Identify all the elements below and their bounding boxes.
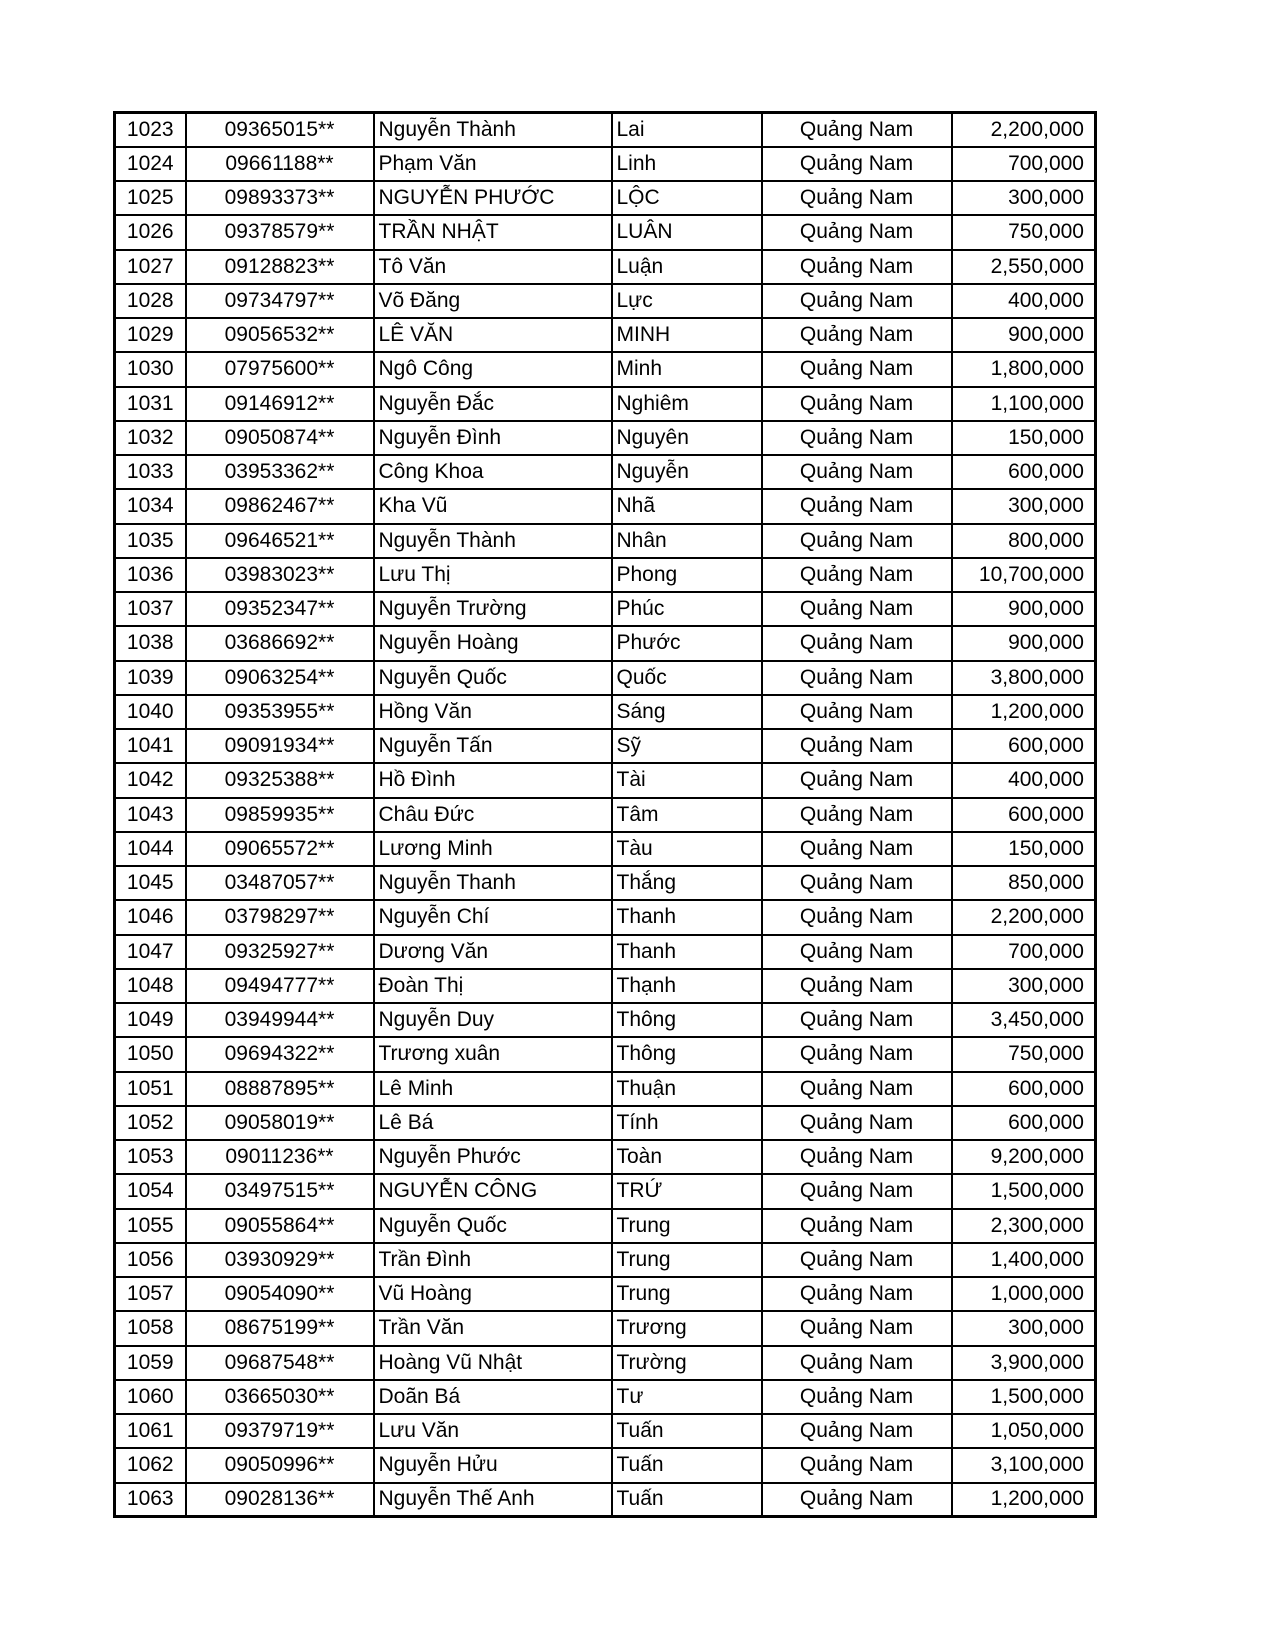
row-number-cell: 1047 bbox=[115, 935, 186, 969]
phone-cell: 09859935** bbox=[186, 798, 374, 832]
phone-cell: 09494777** bbox=[186, 969, 374, 1003]
province-cell: Quảng Nam bbox=[762, 1483, 952, 1517]
row-number-cell: 1053 bbox=[115, 1140, 186, 1174]
province-cell: Quảng Nam bbox=[762, 1448, 952, 1482]
phone-cell: 03686692** bbox=[186, 626, 374, 660]
table-row bbox=[115, 1140, 1096, 1174]
province-cell: Quảng Nam bbox=[762, 455, 952, 489]
province-cell: Quảng Nam bbox=[762, 1003, 952, 1037]
given-name-cell: Thanh bbox=[612, 900, 762, 934]
amount-cell: 1,050,000 bbox=[952, 1414, 1096, 1448]
amount-cell: 600,000 bbox=[952, 1106, 1096, 1140]
row-number-cell: 1057 bbox=[115, 1277, 186, 1311]
table-row bbox=[115, 1448, 1096, 1482]
province-cell: Quảng Nam bbox=[762, 969, 952, 1003]
family-name-cell: LÊ VĂN bbox=[374, 318, 612, 352]
amount-cell: 300,000 bbox=[952, 489, 1096, 523]
given-name-cell: Lai bbox=[612, 113, 762, 147]
table-row bbox=[115, 1277, 1096, 1311]
phone-cell: 09661188** bbox=[186, 147, 374, 181]
row-number-cell: 1038 bbox=[115, 626, 186, 660]
row-number-cell: 1046 bbox=[115, 900, 186, 934]
phone-cell: 09352347** bbox=[186, 592, 374, 626]
row-number-cell: 1031 bbox=[115, 387, 186, 421]
family-name-cell: Nguyễn Quốc bbox=[374, 661, 612, 695]
table-row bbox=[115, 1106, 1096, 1140]
province-cell: Quảng Nam bbox=[762, 387, 952, 421]
given-name-cell: Tuấn bbox=[612, 1414, 762, 1448]
table-row bbox=[115, 524, 1096, 558]
given-name-cell: Lực bbox=[612, 284, 762, 318]
table-row bbox=[115, 1003, 1096, 1037]
table-row bbox=[115, 113, 1096, 147]
given-name-cell: Tuấn bbox=[612, 1483, 762, 1517]
given-name-cell: LUÂN bbox=[612, 215, 762, 249]
province-cell: Quảng Nam bbox=[762, 181, 952, 215]
row-number-cell: 1055 bbox=[115, 1209, 186, 1243]
given-name-cell: Thông bbox=[612, 1003, 762, 1037]
row-number-cell: 1044 bbox=[115, 832, 186, 866]
given-name-cell: Tâm bbox=[612, 798, 762, 832]
family-name-cell: Vũ Hoàng bbox=[374, 1277, 612, 1311]
row-number-cell: 1040 bbox=[115, 695, 186, 729]
family-name-cell: Kha Vũ bbox=[374, 489, 612, 523]
row-number-cell: 1030 bbox=[115, 352, 186, 386]
province-cell: Quảng Nam bbox=[762, 352, 952, 386]
phone-cell: 09378579** bbox=[186, 215, 374, 249]
table-row bbox=[115, 1311, 1096, 1345]
given-name-cell: Trung bbox=[612, 1209, 762, 1243]
row-number-cell: 1027 bbox=[115, 250, 186, 284]
given-name-cell: Sáng bbox=[612, 695, 762, 729]
row-number-cell: 1026 bbox=[115, 215, 186, 249]
amount-cell: 1,100,000 bbox=[952, 387, 1096, 421]
phone-cell: 09146912** bbox=[186, 387, 374, 421]
given-name-cell: Nhã bbox=[612, 489, 762, 523]
table-row bbox=[115, 250, 1096, 284]
table-row bbox=[115, 1072, 1096, 1106]
family-name-cell: Hoàng Vũ Nhật bbox=[374, 1346, 612, 1380]
table-row bbox=[115, 455, 1096, 489]
amount-cell: 150,000 bbox=[952, 421, 1096, 455]
phone-cell: 03983023** bbox=[186, 558, 374, 592]
amount-cell: 300,000 bbox=[952, 969, 1096, 1003]
given-name-cell: Trường bbox=[612, 1346, 762, 1380]
family-name-cell: Tô Văn bbox=[374, 250, 612, 284]
province-cell: Quảng Nam bbox=[762, 1277, 952, 1311]
amount-cell: 1,500,000 bbox=[952, 1174, 1096, 1208]
amount-cell: 2,550,000 bbox=[952, 250, 1096, 284]
table-row bbox=[115, 866, 1096, 900]
province-cell: Quảng Nam bbox=[762, 421, 952, 455]
given-name-cell: Tài bbox=[612, 763, 762, 797]
province-cell: Quảng Nam bbox=[762, 832, 952, 866]
family-name-cell: Nguyễn Thế Anh bbox=[374, 1483, 612, 1517]
family-name-cell: Phạm Văn bbox=[374, 147, 612, 181]
given-name-cell: MINH bbox=[612, 318, 762, 352]
table-row bbox=[115, 1414, 1096, 1448]
amount-cell: 1,500,000 bbox=[952, 1380, 1096, 1414]
given-name-cell: Minh bbox=[612, 352, 762, 386]
row-number-cell: 1028 bbox=[115, 284, 186, 318]
given-name-cell: Trung bbox=[612, 1243, 762, 1277]
row-number-cell: 1054 bbox=[115, 1174, 186, 1208]
given-name-cell: Thắng bbox=[612, 866, 762, 900]
row-number-cell: 1029 bbox=[115, 318, 186, 352]
province-cell: Quảng Nam bbox=[762, 284, 952, 318]
family-name-cell: Nguyễn Duy bbox=[374, 1003, 612, 1037]
phone-cell: 09011236** bbox=[186, 1140, 374, 1174]
phone-cell: 09646521** bbox=[186, 524, 374, 558]
family-name-cell: Nguyễn Đình bbox=[374, 421, 612, 455]
row-number-cell: 1023 bbox=[115, 113, 186, 147]
table-row bbox=[115, 1209, 1096, 1243]
given-name-cell: Thanh bbox=[612, 935, 762, 969]
row-number-cell: 1049 bbox=[115, 1003, 186, 1037]
family-name-cell: Nguyễn Quốc bbox=[374, 1209, 612, 1243]
family-name-cell: Nguyễn Thành bbox=[374, 113, 612, 147]
phone-cell: 09058019** bbox=[186, 1106, 374, 1140]
row-number-cell: 1036 bbox=[115, 558, 186, 592]
family-name-cell: Nguyễn Hoàng bbox=[374, 626, 612, 660]
province-cell: Quảng Nam bbox=[762, 215, 952, 249]
given-name-cell: Nhân bbox=[612, 524, 762, 558]
row-number-cell: 1032 bbox=[115, 421, 186, 455]
province-cell: Quảng Nam bbox=[762, 1311, 952, 1345]
province-cell: Quảng Nam bbox=[762, 866, 952, 900]
province-cell: Quảng Nam bbox=[762, 695, 952, 729]
phone-cell: 09056532** bbox=[186, 318, 374, 352]
row-number-cell: 1061 bbox=[115, 1414, 186, 1448]
phone-cell: 03949944** bbox=[186, 1003, 374, 1037]
family-name-cell: Nguyễn Thành bbox=[374, 524, 612, 558]
family-name-cell: NGUYỄN CÔNG bbox=[374, 1174, 612, 1208]
given-name-cell: Nghiêm bbox=[612, 387, 762, 421]
province-cell: Quảng Nam bbox=[762, 524, 952, 558]
province-cell: Quảng Nam bbox=[762, 147, 952, 181]
province-cell: Quảng Nam bbox=[762, 626, 952, 660]
family-name-cell: Nguyễn Thanh bbox=[374, 866, 612, 900]
row-number-cell: 1063 bbox=[115, 1483, 186, 1517]
province-cell: Quảng Nam bbox=[762, 661, 952, 695]
province-cell: Quảng Nam bbox=[762, 1243, 952, 1277]
province-cell: Quảng Nam bbox=[762, 1037, 952, 1071]
family-name-cell: Hồng Văn bbox=[374, 695, 612, 729]
family-name-cell: Nguyễn Trường bbox=[374, 592, 612, 626]
table-row bbox=[115, 935, 1096, 969]
table-row bbox=[115, 763, 1096, 797]
phone-cell: 09128823** bbox=[186, 250, 374, 284]
province-cell: Quảng Nam bbox=[762, 558, 952, 592]
table-row bbox=[115, 1380, 1096, 1414]
amount-cell: 700,000 bbox=[952, 147, 1096, 181]
given-name-cell: Nguyễn bbox=[612, 455, 762, 489]
family-name-cell: Hồ Đình bbox=[374, 763, 612, 797]
amount-cell: 3,900,000 bbox=[952, 1346, 1096, 1380]
table-row bbox=[115, 900, 1096, 934]
phone-cell: 09065572** bbox=[186, 832, 374, 866]
phone-cell: 09091934** bbox=[186, 729, 374, 763]
row-number-cell: 1025 bbox=[115, 181, 186, 215]
amount-cell: 2,200,000 bbox=[952, 900, 1096, 934]
row-number-cell: 1050 bbox=[115, 1037, 186, 1071]
row-number-cell: 1035 bbox=[115, 524, 186, 558]
amount-cell: 3,100,000 bbox=[952, 1448, 1096, 1482]
table-row bbox=[115, 1243, 1096, 1277]
province-cell: Quảng Nam bbox=[762, 900, 952, 934]
amount-cell: 1,400,000 bbox=[952, 1243, 1096, 1277]
phone-cell: 08675199** bbox=[186, 1311, 374, 1345]
table-row bbox=[115, 147, 1096, 181]
row-number-cell: 1062 bbox=[115, 1448, 186, 1482]
row-number-cell: 1048 bbox=[115, 969, 186, 1003]
given-name-cell: Tính bbox=[612, 1106, 762, 1140]
family-name-cell: Lưu Văn bbox=[374, 1414, 612, 1448]
amount-cell: 1,200,000 bbox=[952, 695, 1096, 729]
amount-cell: 300,000 bbox=[952, 1311, 1096, 1345]
table-row bbox=[115, 421, 1096, 455]
province-cell: Quảng Nam bbox=[762, 250, 952, 284]
table-body bbox=[115, 113, 1096, 1517]
province-cell: Quảng Nam bbox=[762, 1209, 952, 1243]
amount-cell: 750,000 bbox=[952, 215, 1096, 249]
given-name-cell: Trung bbox=[612, 1277, 762, 1311]
amount-cell: 400,000 bbox=[952, 763, 1096, 797]
phone-cell: 09379719** bbox=[186, 1414, 374, 1448]
family-name-cell: Trần Đình bbox=[374, 1243, 612, 1277]
amount-cell: 900,000 bbox=[952, 592, 1096, 626]
phone-cell: 09054090** bbox=[186, 1277, 374, 1311]
family-name-cell: Trương xuân bbox=[374, 1037, 612, 1071]
province-cell: Quảng Nam bbox=[762, 729, 952, 763]
phone-cell: 09325388** bbox=[186, 763, 374, 797]
given-name-cell: Trương bbox=[612, 1311, 762, 1345]
province-cell: Quảng Nam bbox=[762, 592, 952, 626]
table-row bbox=[115, 352, 1096, 386]
province-cell: Quảng Nam bbox=[762, 798, 952, 832]
row-number-cell: 1052 bbox=[115, 1106, 186, 1140]
phone-cell: 09893373** bbox=[186, 181, 374, 215]
table-row bbox=[115, 695, 1096, 729]
family-name-cell: Nguyễn Phước bbox=[374, 1140, 612, 1174]
family-name-cell: Lê Minh bbox=[374, 1072, 612, 1106]
phone-cell: 09325927** bbox=[186, 935, 374, 969]
row-number-cell: 1056 bbox=[115, 1243, 186, 1277]
amount-cell: 600,000 bbox=[952, 455, 1096, 489]
donation-table bbox=[113, 111, 1097, 1518]
amount-cell: 150,000 bbox=[952, 832, 1096, 866]
province-cell: Quảng Nam bbox=[762, 1072, 952, 1106]
row-number-cell: 1039 bbox=[115, 661, 186, 695]
amount-cell: 800,000 bbox=[952, 524, 1096, 558]
family-name-cell: Lê Bá bbox=[374, 1106, 612, 1140]
given-name-cell: TRỨ bbox=[612, 1174, 762, 1208]
amount-cell: 10,700,000 bbox=[952, 558, 1096, 592]
phone-cell: 03665030** bbox=[186, 1380, 374, 1414]
table-row bbox=[115, 489, 1096, 523]
table-row bbox=[115, 318, 1096, 352]
family-name-cell: Lưu Thị bbox=[374, 558, 612, 592]
family-name-cell: Dương Văn bbox=[374, 935, 612, 969]
amount-cell: 850,000 bbox=[952, 866, 1096, 900]
amount-cell: 2,200,000 bbox=[952, 113, 1096, 147]
given-name-cell: LỘC bbox=[612, 181, 762, 215]
row-number-cell: 1037 bbox=[115, 592, 186, 626]
table-row bbox=[115, 1483, 1096, 1517]
amount-cell: 2,300,000 bbox=[952, 1209, 1096, 1243]
table-row bbox=[115, 387, 1096, 421]
amount-cell: 900,000 bbox=[952, 626, 1096, 660]
amount-cell: 9,200,000 bbox=[952, 1140, 1096, 1174]
given-name-cell: Phong bbox=[612, 558, 762, 592]
amount-cell: 600,000 bbox=[952, 729, 1096, 763]
row-number-cell: 1024 bbox=[115, 147, 186, 181]
family-name-cell: Đoàn Thị bbox=[374, 969, 612, 1003]
amount-cell: 750,000 bbox=[952, 1037, 1096, 1071]
given-name-cell: Tư bbox=[612, 1380, 762, 1414]
province-cell: Quảng Nam bbox=[762, 1106, 952, 1140]
province-cell: Quảng Nam bbox=[762, 1346, 952, 1380]
phone-cell: 09694322** bbox=[186, 1037, 374, 1071]
phone-cell: 09050996** bbox=[186, 1448, 374, 1482]
family-name-cell: Nguyễn Hửu bbox=[374, 1448, 612, 1482]
province-cell: Quảng Nam bbox=[762, 1174, 952, 1208]
phone-cell: 09050874** bbox=[186, 421, 374, 455]
row-number-cell: 1033 bbox=[115, 455, 186, 489]
phone-cell: 09063254** bbox=[186, 661, 374, 695]
phone-cell: 08887895** bbox=[186, 1072, 374, 1106]
family-name-cell: Trần Văn bbox=[374, 1311, 612, 1345]
family-name-cell: Doãn Bá bbox=[374, 1380, 612, 1414]
row-number-cell: 1059 bbox=[115, 1346, 186, 1380]
family-name-cell: Nguyễn Đắc bbox=[374, 387, 612, 421]
family-name-cell: Châu Đức bbox=[374, 798, 612, 832]
phone-cell: 09028136** bbox=[186, 1483, 374, 1517]
family-name-cell: Lương Minh bbox=[374, 832, 612, 866]
given-name-cell: Thuận bbox=[612, 1072, 762, 1106]
row-number-cell: 1042 bbox=[115, 763, 186, 797]
province-cell: Quảng Nam bbox=[762, 763, 952, 797]
table-row bbox=[115, 626, 1096, 660]
amount-cell: 300,000 bbox=[952, 181, 1096, 215]
phone-cell: 09055864** bbox=[186, 1209, 374, 1243]
amount-cell: 3,450,000 bbox=[952, 1003, 1096, 1037]
phone-cell: 09353955** bbox=[186, 695, 374, 729]
given-name-cell: Thạnh bbox=[612, 969, 762, 1003]
table-row bbox=[115, 1174, 1096, 1208]
table-row bbox=[115, 558, 1096, 592]
table-row bbox=[115, 832, 1096, 866]
table-row bbox=[115, 1037, 1096, 1071]
given-name-cell: Phước bbox=[612, 626, 762, 660]
amount-cell: 1,800,000 bbox=[952, 352, 1096, 386]
family-name-cell: Nguyễn Tấn bbox=[374, 729, 612, 763]
given-name-cell: Sỹ bbox=[612, 729, 762, 763]
given-name-cell: Thông bbox=[612, 1037, 762, 1071]
phone-cell: 03798297** bbox=[186, 900, 374, 934]
row-number-cell: 1058 bbox=[115, 1311, 186, 1345]
table-row bbox=[115, 181, 1096, 215]
family-name-cell: NGUYỄN PHƯỚC bbox=[374, 181, 612, 215]
amount-cell: 600,000 bbox=[952, 1072, 1096, 1106]
phone-cell: 09687548** bbox=[186, 1346, 374, 1380]
table-row bbox=[115, 284, 1096, 318]
row-number-cell: 1043 bbox=[115, 798, 186, 832]
phone-cell: 09365015** bbox=[186, 113, 374, 147]
row-number-cell: 1041 bbox=[115, 729, 186, 763]
province-cell: Quảng Nam bbox=[762, 1414, 952, 1448]
phone-cell: 03497515** bbox=[186, 1174, 374, 1208]
table-row bbox=[115, 969, 1096, 1003]
row-number-cell: 1034 bbox=[115, 489, 186, 523]
family-name-cell: Võ Đăng bbox=[374, 284, 612, 318]
phone-cell: 07975600** bbox=[186, 352, 374, 386]
row-number-cell: 1051 bbox=[115, 1072, 186, 1106]
province-cell: Quảng Nam bbox=[762, 935, 952, 969]
province-cell: Quảng Nam bbox=[762, 489, 952, 523]
table-row bbox=[115, 729, 1096, 763]
phone-cell: 03487057** bbox=[186, 866, 374, 900]
phone-cell: 09862467** bbox=[186, 489, 374, 523]
family-name-cell: TRẦN NHẬT bbox=[374, 215, 612, 249]
table-row bbox=[115, 661, 1096, 695]
phone-cell: 03953362** bbox=[186, 455, 374, 489]
given-name-cell: Toàn bbox=[612, 1140, 762, 1174]
amount-cell: 700,000 bbox=[952, 935, 1096, 969]
table-row bbox=[115, 798, 1096, 832]
given-name-cell: Phúc bbox=[612, 592, 762, 626]
family-name-cell: Công Khoa bbox=[374, 455, 612, 489]
amount-cell: 1,200,000 bbox=[952, 1483, 1096, 1517]
table-row bbox=[115, 215, 1096, 249]
table-row bbox=[115, 592, 1096, 626]
province-cell: Quảng Nam bbox=[762, 113, 952, 147]
phone-cell: 03930929** bbox=[186, 1243, 374, 1277]
phone-cell: 09734797** bbox=[186, 284, 374, 318]
row-number-cell: 1045 bbox=[115, 866, 186, 900]
amount-cell: 900,000 bbox=[952, 318, 1096, 352]
given-name-cell: Tuấn bbox=[612, 1448, 762, 1482]
family-name-cell: Ngô Công bbox=[374, 352, 612, 386]
given-name-cell: Quốc bbox=[612, 661, 762, 695]
province-cell: Quảng Nam bbox=[762, 1140, 952, 1174]
row-number-cell: 1060 bbox=[115, 1380, 186, 1414]
amount-cell: 400,000 bbox=[952, 284, 1096, 318]
given-name-cell: Luận bbox=[612, 250, 762, 284]
given-name-cell: Nguyên bbox=[612, 421, 762, 455]
family-name-cell: Nguyễn Chí bbox=[374, 900, 612, 934]
given-name-cell: Tàu bbox=[612, 832, 762, 866]
amount-cell: 3,800,000 bbox=[952, 661, 1096, 695]
amount-cell: 600,000 bbox=[952, 798, 1096, 832]
province-cell: Quảng Nam bbox=[762, 1380, 952, 1414]
amount-cell: 1,000,000 bbox=[952, 1277, 1096, 1311]
given-name-cell: Linh bbox=[612, 147, 762, 181]
table-row bbox=[115, 1346, 1096, 1380]
province-cell: Quảng Nam bbox=[762, 318, 952, 352]
